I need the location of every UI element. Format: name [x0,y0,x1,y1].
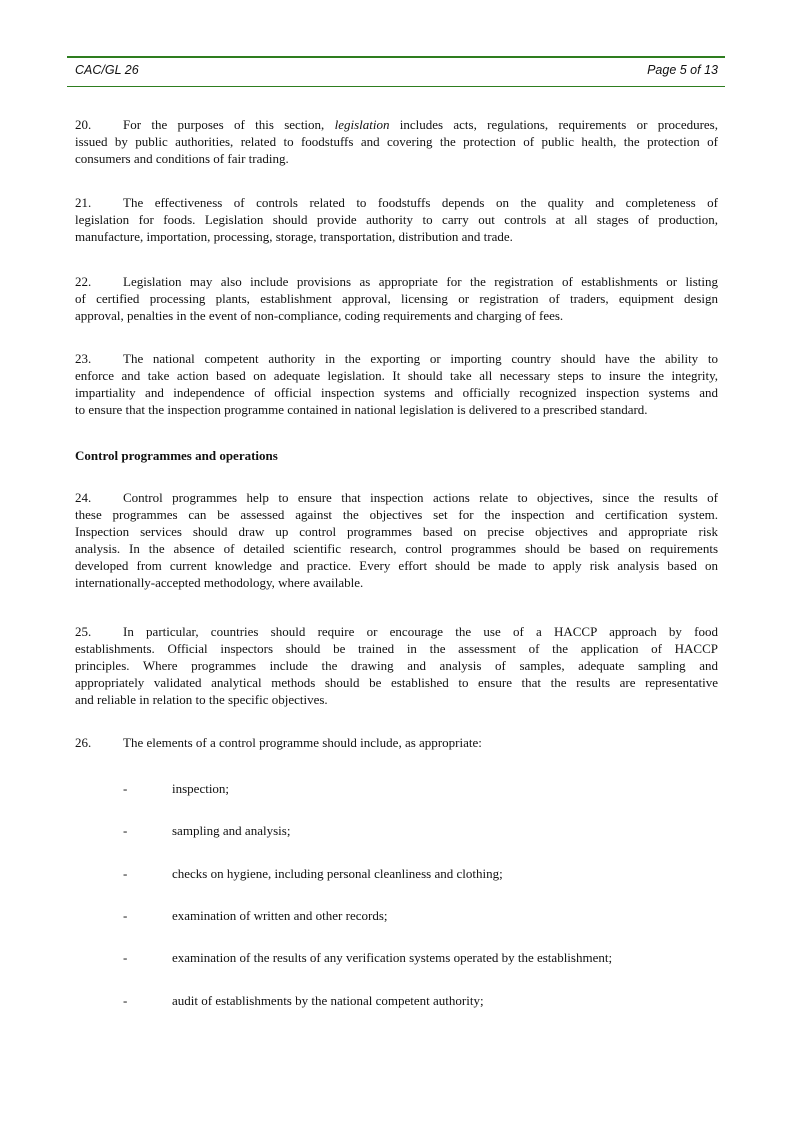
paragraph-number: 24. [75,490,92,505]
text-segment: Legislation may also include provisions as appropriate for the registration of establishments or listing [123,274,718,289]
italic-term: legislation [334,117,390,132]
paragraph-line [75,307,718,324]
text-segment: The effectiveness of controls related to foodstuffs depends on the quality and completeness of [123,195,718,210]
text-segment: legislation for foods. Legislation should provide authority to carry out controls at all stages of production, [75,212,718,227]
paragraph-23 [75,350,718,418]
paragraph-number: 23. [75,351,92,366]
list-item [123,992,484,1009]
paragraph-number: 25. [75,624,92,639]
paragraph-line [75,540,718,557]
text-segment: consumers and conditions of fair trading. [75,151,289,166]
text-segment: and reliable in relation to the specific objectives. [75,692,328,707]
paragraph-number: 21. [75,195,92,210]
paragraph-22 [75,273,718,324]
paragraph-line [75,350,718,367]
section-heading: Control programmes and operations [75,448,278,463]
list-bullet: - [123,781,128,796]
text-segment: appropriately validated analytical methods should be established to ensure that the results are representative [75,675,718,690]
text-segment: The elements of a control programme should include, as appropriate: [123,735,482,750]
list-item-text: sampling and analysis; [172,823,291,838]
paragraph-line [75,557,718,574]
text-segment: In particular, countries should require or encourage the use of a HACCP approach by food [123,624,718,639]
list-bullet: - [123,908,128,923]
text-segment: these programmes can be assessed against the objectives set for the inspection and certification system. [75,507,718,522]
header-rule-top [67,56,725,58]
list-bullet: - [123,823,128,838]
paragraph-21 [75,194,718,245]
paragraph-number: 26. [75,735,92,750]
paragraph-number: 22. [75,274,92,289]
list-item [123,780,229,797]
text-segment: Inspection services should draw up control programmes based on precise objectives and appropriate risk [75,524,718,539]
text-segment: approval, penalties in the event of non-compliance, coding requirements and charging of fees. [75,308,564,323]
paragraph-line [75,273,718,290]
text-segment: developed from current knowledge and practice. Every effort should be made to apply risk analysis based on [75,558,718,573]
list-item [123,907,388,924]
paragraph-line [75,401,718,418]
paragraph-line [75,194,718,211]
paragraph-line [75,150,718,167]
list-item-text: examination of written and other records; [172,908,388,923]
paragraph-line [75,116,718,133]
text-segment: enforce and take action based on adequate legislation. It should take all necessary steps to insure the integrity, [75,368,718,383]
text-segment: The national competent authority in the exporting or importing country should have the ability to [123,351,718,366]
paragraph-line [75,133,718,150]
text-segment: Control programmes help to ensure that inspection actions relate to objectives, since the results of [123,490,718,505]
paragraph-line [75,623,718,640]
paragraph-line [75,640,718,657]
text-segment: of certified processing plants, establishment approval, licensing or registration of traders, equipment design [75,291,718,306]
paragraph-24 [75,489,718,591]
list-item-text: inspection; [172,781,230,796]
header-rule-bottom [67,86,725,87]
paragraph-line [75,674,718,691]
list-item-text: examination of the results of any verification systems operated by the establishment; [172,950,613,965]
list-bullet: - [123,993,128,1008]
text-segment: establishments. Official inspectors should be trained in the assessment of the application of HACCP [75,641,718,656]
paragraph-line [75,691,718,708]
text-segment: impartiality and independence of official inspection systems and officially recognized inspection systems and [75,385,718,400]
list-bullet: - [123,950,128,965]
paragraph-line [75,228,718,245]
paragraph-line [75,734,718,751]
paragraph-line [75,523,718,540]
text-segment: analysis. In the absence of detailed scientific research, control programmes should be based on requirements [75,541,718,556]
text-segment: For the purposes of this section, [123,117,335,132]
text-segment: to ensure that the inspection programme contained in national legislation is delivered to a prescribed standard. [75,402,648,417]
document-id: CAC/GL 26 [75,63,139,77]
list-item-text: audit of establishments by the national competent authority; [172,993,484,1008]
list-item [123,865,503,882]
paragraph-20 [75,116,718,167]
list-item [123,949,612,966]
paragraph-line [75,367,718,384]
text-segment: principles. Where programmes include the drawing and analysis of samples, adequate sampling and [75,658,718,673]
paragraph-number: 20. [75,117,92,132]
paragraph-line [75,506,718,523]
text-segment: includes acts, regulations, requirements or procedures, [389,117,718,132]
list-bullet: - [123,866,128,881]
paragraph-line [75,211,718,228]
paragraph-25 [75,623,718,708]
text-segment: internationally-accepted methodology, where available. [75,575,364,590]
paragraph-line [75,574,718,591]
paragraph-line [75,290,718,307]
text-segment: issued by public authorities, related to foodstuffs and covering the protection of public health, the protection of [75,134,718,149]
paragraph-line [75,657,718,674]
paragraph-line [75,489,718,506]
list-item-text: checks on hygiene, including personal cleanliness and clothing; [172,866,503,881]
paragraph-line [75,384,718,401]
list-item [123,822,290,839]
text-segment: manufacture, importation, processing, storage, transportation, distribution and trade. [75,229,513,244]
paragraph-26 [75,734,718,751]
page-number: Page 5 of 13 [647,63,718,77]
